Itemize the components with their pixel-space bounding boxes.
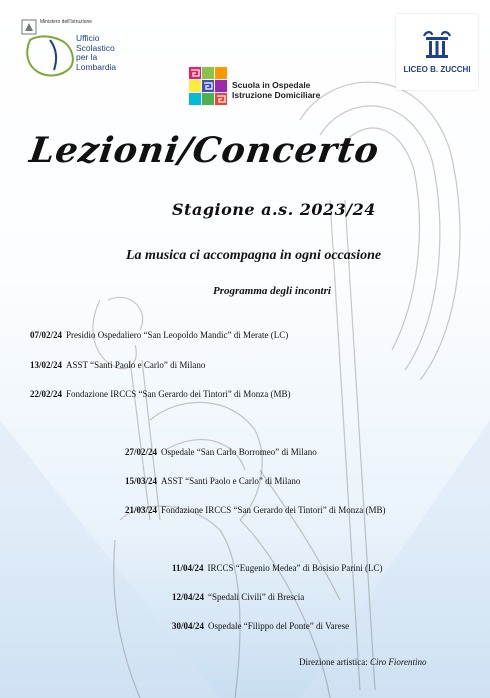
event-item	[125, 505, 386, 515]
director-label: Direzione artistica:	[299, 657, 368, 667]
liceo-name: LICEO B. ZUCCHI	[403, 65, 471, 74]
tagline: La musica ci accompagna in ogni occasione	[126, 248, 382, 263]
event-item	[125, 476, 300, 486]
ministry-label: Ministero dell'Istruzione	[40, 19, 93, 25]
event-venue: “Spedali Civili” di Brescia	[208, 592, 305, 602]
event-item	[30, 330, 288, 340]
director-name: Ciro Fiorentino	[369, 657, 427, 667]
event-venue: ASST “Santi Paolo e Carlo” di Milano	[161, 476, 301, 486]
liceo-logo-box	[396, 14, 478, 90]
event-date: 30/04/24	[172, 621, 205, 631]
poster-title: Lezioni/Concerto	[27, 130, 382, 171]
event-date: 22/02/24	[30, 389, 63, 399]
season-subtitle: Stagione a.s. 2023/24	[172, 200, 376, 219]
event-date: 15/03/24	[125, 476, 158, 486]
event-venue: Ospedale “San Carlo Borromeo” di Milano	[161, 447, 317, 457]
event-venue: ASST “Santi Paolo e Carlo” di Milano	[66, 360, 206, 370]
column-icon	[396, 14, 478, 64]
event-item	[125, 447, 317, 457]
event-date: 21/03/24	[125, 505, 158, 515]
event-venue: Fondazione IRCCS “San Gerardo dei Tintori” di Monza (MB)	[66, 389, 291, 399]
event-item	[30, 360, 205, 370]
event-venue: Presidio Ospedaliero “San Leopoldo Mandic” di Merate (LC)	[66, 330, 289, 340]
event-date: 11/04/24	[172, 563, 204, 573]
event-item	[172, 563, 383, 573]
event-venue: Ospedale “Filippo del Ponte” di Varese	[208, 621, 350, 631]
event-item	[30, 389, 291, 399]
event-date: 07/02/24	[30, 330, 63, 340]
event-venue: Fondazione IRCCS “San Gerardo dei Tintori” di Monza (MB)	[161, 505, 386, 515]
event-date: 27/02/24	[125, 447, 158, 457]
event-date: 12/04/24	[172, 592, 205, 602]
school-hospital-name: Scuola in Ospedale Istruzione Domiciliare	[232, 80, 321, 100]
event-venue: IRCCS “Eugenio Medea” di Bosisio Parini (LC)	[207, 563, 383, 573]
program-heading: Programma degli incontri	[213, 285, 331, 297]
event-date: 13/02/24	[30, 360, 63, 370]
school-hospital-logo	[188, 66, 228, 108]
artistic-direction	[299, 657, 427, 667]
regional-office-name: Ufficio Scolastico per la Lombardia	[76, 33, 117, 72]
event-item	[172, 621, 349, 631]
event-item	[172, 592, 304, 602]
